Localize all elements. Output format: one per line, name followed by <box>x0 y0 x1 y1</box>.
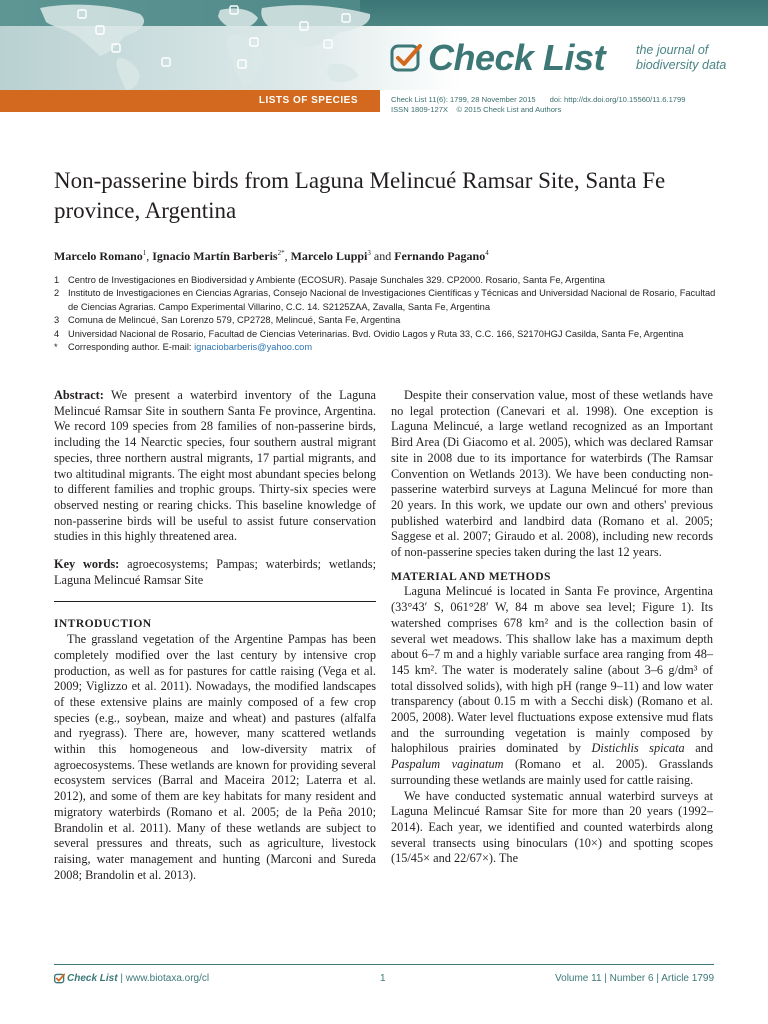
intro-paragraph: The grassland vegetation of the Argentine Pampas has been completely modified over the last century by intensive crop production, as well as for pastures for cattle raising (Vega et al. 2009; Viglizzo et al. 2011). Nowadays, the modified landscapes of these extensive plains are mainly composed of a few crop species (e.g., soybean, maize and wheat) and pastures (alfalfa and ryegrass). There are, however, many scattered wetlands within this homogeneous and low-diversity matrix of agroecosystems. These wetlands are known for providing several ecosystem services (Barral and Maceira 2012; Laterra et al. 2012), and some of them are key habitats for many resident and migratory waterbirds (Romano et al. 2005; de la Peña 2010; Brandolin et al. 2011). Many of these wetlands are subject to several pressures and threats, such as agriculture, livestock raising, water management and hunting (Marconi and Sureda 2008; Brandolin et al. 2013). <box>54 632 376 882</box>
author-name: Ignacio Martín Barberis <box>152 249 278 263</box>
keywords: Key words: agroecosystems; Pampas; waterbirds; wetlands; Laguna Melincué Ramsar Site <box>54 557 376 587</box>
copyright: © 2015 Check List and Authors <box>456 105 562 114</box>
journal-name: Check List <box>428 37 606 78</box>
left-column <box>54 388 376 883</box>
section-bar <box>0 90 380 112</box>
affiliation-item: 4 Universidad Nacional de Rosario, Facultad de Ciencias Veterinarias. Bvd. Ovidio Lagos y Ruta 33, C.C. 166, S2170HGJ Casilda, Santa Fe, Argentina <box>54 328 684 339</box>
citation-meta <box>391 95 685 115</box>
intro-continued: Despite their conservation value, most of these wetlands have no legal protection (Canevari et al. 1998). One exception is Laguna Melincué, a large wetland recognized as an Important Bird Area (Di Giacomo et al. 2005), which was declared Ramsar site in 2008 due to its importance for waterbirds (The Ramsar Convention on Wetlands 2013). We have been conducting non-passerine waterbird surveys at Laguna Melincué for more than 20 years. In this work, we update our own and others' previous published waterbird and landbird data (Romano et al. 2005; Saggese et al. 2007; Giraudo et al. 2008), including new records of non-passerine species taken during the last 12 years. <box>391 388 713 560</box>
journal-logo <box>390 38 605 78</box>
check-box-icon <box>390 42 422 74</box>
world-map-graphic <box>0 0 380 90</box>
journal-banner <box>0 0 768 90</box>
corresponding-author: * Corresponding author. E-mail: ignaciobarberis@yahoo.com <box>54 342 313 353</box>
methods-paragraph-1: Laguna Melincué is located in Santa Fe province, Argentina (33°43′ S, 061°28′ W, 84 m above sea level; Figure 1). Its watershed comprises 678 km² and is the collection basin of several wet meadows. This shallow lake has a maximum depth about 6–7 m and a highly variable surface area ranging from 48–145 km². The water is moderately saline (about 3–6 g/dm³ of total dissolved solids), with high pH (range 9–11) and low water transparency (about 0.15 m with a Secchi disk) (Romano et al. 2005, 2008). Water level fluctuations expose extensive mud flats and the surrounding vegetation is mainly composed by halophilous prairies dominated by Distichlis spicata and Paspalum vaginatum (Romano et al. 2005). Grasslands surrounding these wetlands are mainly used for cattle raising. <box>391 584 713 787</box>
right-column <box>391 388 713 867</box>
journal-tagline: the journal of biodiversity data <box>636 43 727 72</box>
species-name: Paspalum vaginatum <box>391 757 504 772</box>
author-name: Marcelo Luppi <box>290 249 368 263</box>
affiliations <box>54 274 718 354</box>
volume-info: Volume 11 | Number 6 | Article 1799 <box>555 973 714 984</box>
citation: Check List 11(6): 1799, 28 November 2015 <box>391 95 536 104</box>
species-name: Distichlis spicata <box>591 741 685 756</box>
methods-paragraph-2: We have conducted systematic annual waterbird surveys at Laguna Melincué Ramsar Site for more than 20 years (1992–2014). Each year, we identified and counted waterbirds along several transects using binoculars (10×) and spotting scopes (15/45× and 22/67×). The <box>391 788 713 866</box>
footer-url[interactable]: www.biotaxa.org/cl <box>125 973 210 984</box>
check-box-icon <box>54 973 65 984</box>
section-divider <box>54 601 376 602</box>
section-heading-methods: MATERIAL AND METHODS <box>391 569 551 583</box>
abstract: Abstract: We present a waterbird inventory of the Laguna Melincué Ramsar Site in southern Santa Fe province, Argentina. We record 109 species from 28 families of non-passerine birds, including the 14 Nearctic species, four southern austral migrant species, three northern austral migrants, 17 partial migrants, and two altitudinal migrants. The eight most abundant species belong to different families and trophic groups. Thirty-six species were observed nesting or rearing chicks. This baseline knowledge of non-passerine birds will be useful to assist future conservation studies in this highly threatened area. <box>54 388 377 544</box>
author-list: Marcelo Romano$^1$, Ignacio Martín Barberis$^{2*}$, Marcelo Luppi$^3$ and Fernando Pagano$^4$ <box>54 249 489 263</box>
section-label: LISTS OF SPECIES <box>258 95 358 106</box>
affiliation-item: 3 Comuna de Melincué, San Lorenzo 579, CP2728, Melincué, Santa Fe, Argentina <box>54 315 401 326</box>
page-footer: Check List | www.biotaxa.org/cl 1 Volume 11 | Number 6 | Article 1799 <box>54 973 714 987</box>
author-name: Fernando Pagano <box>394 249 486 263</box>
page-number: 1 <box>380 973 386 984</box>
author-name: Marcelo Romano <box>54 249 143 263</box>
affiliation-item: 1 Centro de Investigaciones en Biodiversidad y Ambiente (ECOSUR). Pasaje Sunchales 329. CP2000. Rosario, Santa Fe, Argentina <box>54 275 605 285</box>
email-link[interactable]: ignaciobarberis@yahoo.com <box>194 342 313 353</box>
section-heading-introduction: INTRODUCTION <box>54 617 152 631</box>
article-title: Non-passerine birds from Laguna Melincué Ramsar Site, Santa Fe province, Argentina <box>54 168 666 223</box>
footer-divider <box>54 964 714 965</box>
affiliation-item: 2 Instituto de Investigaciones en Ciencias Agrarias, Consejo Nacional de Investigaciones Científicas y Técnicas and Universidad Nacional de Rosario, Facultad de Ciencias Agrarias. Campo Experimental Villarino, C.C. 14. S2125ZAA, Zavalla, Santa Fe, Argentina <box>54 288 716 312</box>
issn: ISSN 1809-127X <box>391 105 448 114</box>
footer-brand: Check List <box>67 973 118 984</box>
doi-link[interactable]: doi: http://dx.doi.org/10.15560/11.6.1799 <box>549 95 686 104</box>
